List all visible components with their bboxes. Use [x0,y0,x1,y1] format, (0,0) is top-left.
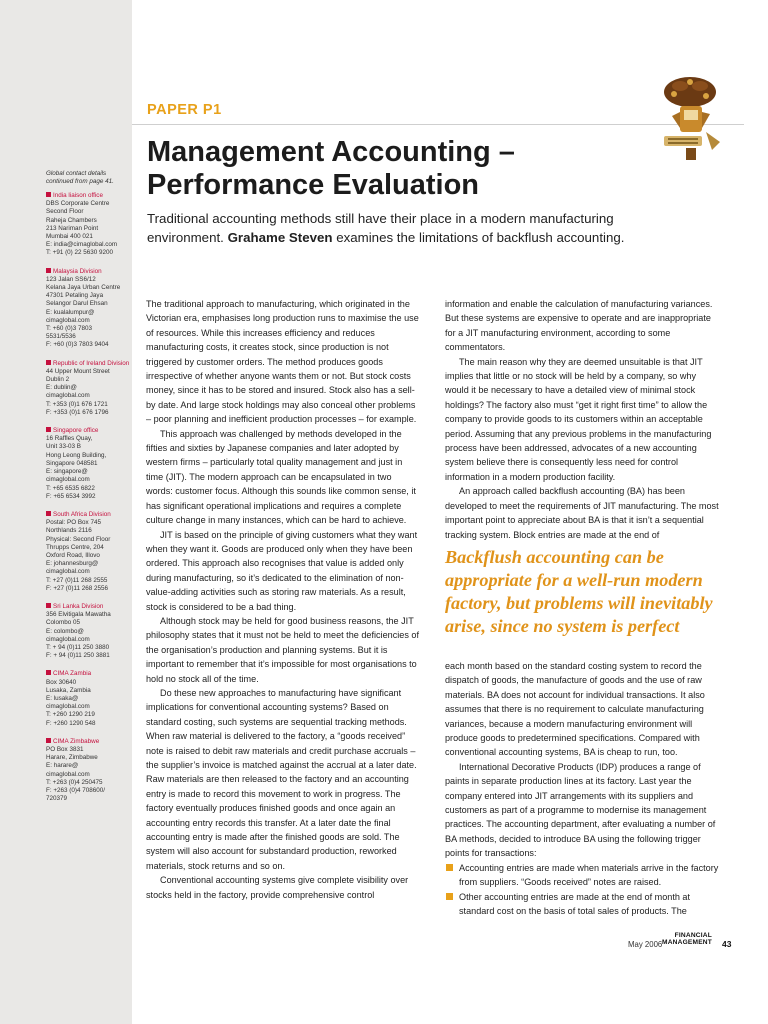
office-line: 720379 [46,795,68,803]
office-title [46,360,130,368]
office-line: 44 Upper Mount Street [46,367,110,375]
office-title-text: Malaysia Division [53,267,102,275]
office-line: Second Floor [46,208,84,216]
office-line: cimaglobal.com [46,476,90,484]
paragraph: Although stock may be held for good business reasons, the JIT philosophy states that it must not be held to meet the deficiencies of the organisation’s production and planning systems. But it is important to remember that it’s impossible for most organisations to hold no stock all of the time. [146,615,419,684]
issue-date: May 2006 [628,940,663,949]
office-line: T: +60 (0)3 7803 [46,325,93,333]
office-bullet-icon [46,360,51,365]
pull-quote: Backflush accounting can be appropriate for a well-run modern factory, but problems will inevitably arise, since no system is perfect [445,547,713,636]
office-line: DBS Corporate Centre [46,200,110,208]
paragraph: each month based on the standard costing system to record the dispatch of goods, the manufacture of goods and the use of raw materials. BA does not account for individual transactions. It also assumes that there is no requirement to calculate manufacturing variances, because a modern manufacturing environment will produce goods to predetermined specifications. Compared with conventional accounting systems, BA is cheap to run, too. [445,661,705,758]
office-title-text: CIMA Zimbabwe [53,737,100,745]
title-line-2: Performance Evaluation [147,169,479,201]
article-title [147,136,667,202]
magazine-logo [662,932,712,947]
office-title-text: Republic of Ireland Division [53,359,130,367]
office-title-text: Sri Lanka Division [53,602,104,610]
office-line: F: +65 6534 3992 [46,492,96,500]
office-title [46,268,130,276]
sidebar-intro: Global contact details continued from page 41. [46,170,114,186]
office-bullet-icon [46,738,51,743]
office-line: E: dublin@ [46,384,77,392]
office-title-text: Singapore office [53,427,99,435]
office-line: F: +27 (0)11 268 2556 [46,584,109,592]
page-number: 43 [722,939,732,949]
office-line: 213 Nariman Point [46,224,99,232]
paragraph: The traditional approach to manufacturing, which originated in the Victorian era, emphasises long production runs to maximise the use of resources. While this increases efficiency and reduces manufacturing costs, it creates stock, since production is not triggered by customer orders. The method produces goods irrespective of whether anyone wants them or not. But stock costs money, since it has to be stored and insured. Stock also has a sell-by date. And large stock holdings may also conceal other problems – poor planning and inefficient production processes – for example. [146,299,419,425]
office-bullet-icon [46,511,51,516]
paragraph: JIT is based on the principle of giving customers what they want when they want it. Goods are produced only when they have been ordered. This approach also recognises that value is added only during manufacturing, so it’s dedicated to the elimination of non-value-adding activities such as storing raw materials. As a result, stock is considered to be a bad thing. [146,529,418,612]
office-block [46,192,130,258]
office-title [46,603,130,611]
office-line: Singapore 048581 [46,459,98,467]
paragraph: The main reason why they are deemed unsuitable is that JIT implies that little or no stock will be held by a company, so why would it be necessary to have a detailed view of minimal stock holdings? The factory also must “get it right first time” to allow the company to provide goods to its customers within an acceptable period. Assuming that any previous problems in the manufacturing process have been addressed, advocates of a new accounting system believe there is consequently less need for control information in a modern production facility. [445,356,712,482]
office-line: Hong Leong Building, [46,451,107,459]
office-line: F: +60 (0)3 7803 9404 [46,341,109,349]
paragraph: Do these new approaches to manufacturing have significant implications for conventional accounting systems? Based on standard costing, such systems are sequential tracking methods. When raw material is delivered to the factory, a “goods received” note is raised to debit raw materials and credit purchase accruals – the supplier’s invoice is matched against the accrual at a later date. Raw materials are then released to the factory and an accounting entry is made to record this movement to work in progress. The factory eventually produces finished goods and once again an accounting entry records this transfer. At a later date the final accounting entry is made after the finished goods are sold. The system will also account for substandard production, reworked materials, stock returns and so on. [146,687,417,871]
body-column-1 [146,297,420,902]
office-line: T: +353 (0)1 676 1721 [46,400,108,408]
office-bullet-icon [46,268,51,273]
trigger-points-list [445,861,719,919]
office-line: cimaglobal.com [46,635,90,643]
office-title [46,738,130,746]
office-block [46,360,130,417]
office-title [46,511,130,519]
office-line: cimaglobal.com [46,392,90,400]
office-bullet-icon [46,427,51,432]
office-line: cimaglobal.com [46,568,90,576]
office-line: Unit 33-03 B [46,443,82,451]
office-line: F: +263 (0)4 708600/ [46,787,105,794]
office-block [46,738,130,804]
title-line-1: Management Accounting – [147,136,515,168]
office-line: Physical: Second Floor [46,535,111,543]
office-line: T: +260 1290 219 [46,711,95,719]
paragraph: International Decorative Products (IDP) produces a range of paints in separate production lines at its factory. Last year the company entered into JIT arrangements with its suppliers and customers as part of a programme to modernise its management practices. The accounting department, after evaluating a number of BA methods, decided to introduce BA using the following trigger points for transactions: [445,761,716,859]
office-block [46,670,130,727]
standfirst [147,210,667,247]
body-column-2-bottom [445,659,719,918]
office-line: T: +91 (0) 22 5630 9200 [46,249,114,257]
office-line: T: +65 6535 6822 [46,484,95,492]
office-title [46,670,130,678]
office-line: F: + 94 (0)11 250 3881 [46,652,110,660]
office-line: 5531/5536 [46,333,76,341]
office-block [46,427,130,501]
office-title [46,192,130,200]
bullet-text: Other accounting entries are made at the end of month at standard cost on the basis of total sales of products. The [459,891,691,916]
bullet-item [445,861,719,890]
office-line: E: johannesburg@ [46,560,99,568]
office-line: Harare, Zimbabwe [46,754,98,762]
office-line: E: kualalumpur@ [46,308,95,316]
office-block [46,603,130,660]
office-line: cimaglobal.com [46,703,90,711]
office-line: Dublin 2 [46,376,70,384]
magazine-logo-line2: MANAGEMENT [662,939,712,947]
office-line: 123 Jalan SS6/12 [46,275,96,283]
contacts-sidebar [0,0,132,1024]
office-line: E: harare@ [46,762,79,770]
paragraph: An approach called backflush accounting (BA) has been developed to meet the requirements of JIT manufacturing. The most important point to appreciate about BA is that it isn’t a sequential tracking system. Block entries are made at the end of [445,486,719,540]
office-line: E: colombo@ [46,627,84,635]
paragraph: This approach was challenged by methods developed in the fifties and sixties by Japanese companies and later adopted by western firms – particularly total quality management and just in time (JIT). The modern approach can be encapsulated in two words: customer focus. Although this sounds like common sense, it has significant operational implications and requires a complete culture change in many instances, which can be hard to achieve. [146,428,416,526]
office-line: Raheja Chambers [46,216,97,224]
computer-chef-illustration [650,72,730,162]
office-line: Selangor Darul Ehsan [46,300,108,308]
office-title [46,427,130,435]
office-line: Lusaka, Zambia [46,686,91,694]
bullet-square-icon [446,893,453,900]
office-bullet-icon [46,192,51,197]
office-line: Thrupps Centre, 204 [46,543,104,551]
office-line: T: +27 (0)11 268 2555 [46,576,108,584]
office-list [46,192,130,813]
bullet-square-icon [446,864,453,871]
office-block [46,511,130,593]
office-line: Oxford Road, Illovo [46,551,100,559]
office-line: E: india@cimaglobal.com [46,241,118,249]
office-bullet-icon [46,603,51,608]
office-line: T: + 94 (0)11 250 3880 [46,643,110,651]
office-block [46,268,130,350]
office-line: F: +353 (0)1 676 1796 [46,408,109,416]
office-line: F: +260 1290 548 [46,719,96,727]
office-line: Box 30640 [46,678,77,686]
office-title-text: CIMA Zambia [53,670,92,678]
author-name: Grahame Steven [227,229,333,245]
magazine-logo-line1: FINANCIAL [674,932,712,939]
office-line: Northlands 2116 [46,527,92,535]
office-line: Colombo 05 [46,619,80,627]
office-line: PO Box 3831 [46,745,84,753]
paragraph: Conventional accounting systems give complete visibility over stocks held in the factory, provide comprehensive control [146,875,409,900]
office-line: E: lusaka@ [46,694,79,702]
office-line: Mumbai 400 021 [46,233,93,241]
office-line: 356 Elvitigala Mawatha [46,611,111,619]
paragraph: information and enable the calculation of manufacturing variances. But these systems are expensive to operate and are inappropriate for a JIT manufacturing environment, according to some commentators. [445,299,713,353]
office-line: Kelana Jaya Urban Centre [46,284,121,292]
office-title-text: South Africa Division [53,510,111,518]
bullet-item [445,890,719,919]
office-title-text: India liaison office [53,192,103,199]
office-line: E: singapore@ [46,468,88,476]
office-line: cimaglobal.com [46,316,90,324]
standfirst-text-end: examines the limitations of backflush accounting. [332,229,625,245]
body-column-2-top [445,297,719,542]
bullet-text: Accounting entries are made when materials arrive in the factory from suppliers. “Goods received” notes are raised. [459,862,719,888]
paper-kicker: PAPER P1 [147,102,222,118]
office-line: Postal: PO Box 745 [46,519,101,527]
office-line: 47301 Petaling Jaya [46,292,104,300]
standfirst-text: Traditional accounting methods still have their place in a modern manufacturing environment. [147,211,614,245]
office-bullet-icon [46,670,51,675]
office-line: 16 Raffles Quay, [46,435,93,443]
office-line: T: +263 (0)4 250475 [46,778,103,786]
office-line: cimaglobal.com [46,770,90,778]
